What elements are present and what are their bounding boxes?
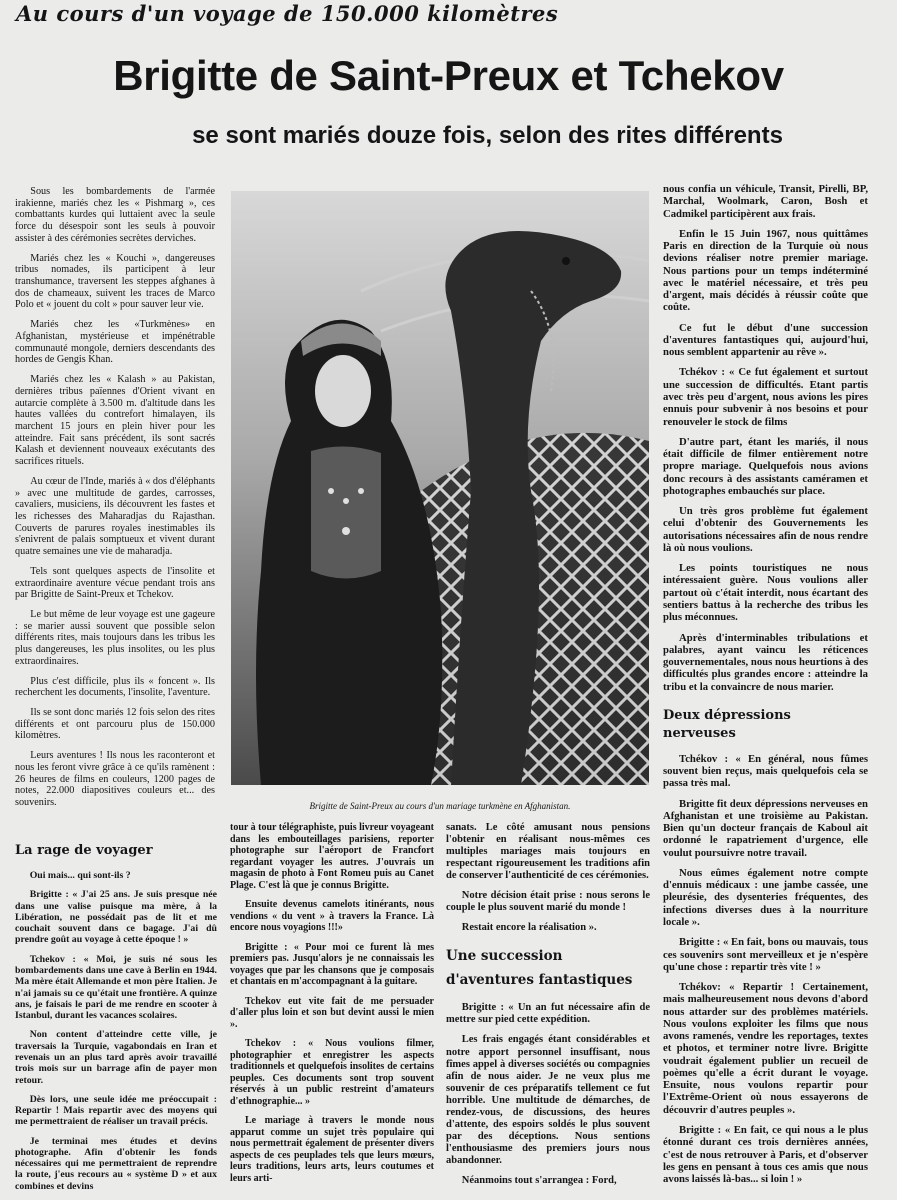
section-heading-aventures: Une succession d'aventures fantastiques [446,948,633,989]
paragraph: Un très gros problème fut également celui d'obtenir des Gouvernements les autorisations nécessaires afin de nous rendre là où nous voulions. [663,505,868,554]
paragraph: Tchekov : « Moi, je suis né sous les bombardements dans une cave à Berlin en 1944. Ma mère était Allemande et mon père Italien. Je n'ai jamais su ce qu'était une frontière. A quinze ans, je faisais le pari de me rendre en scooter à Istanbul, durant les vacances scolaires. [15,953,217,1022]
article-column-4 [663,183,868,1200]
section-heading-depressions: Deux dépressions nerveuses [663,707,791,741]
paragraph: Brigitte : « En fait, ce qui nous a le plus étonné durant ces trois dernières années, c'est de nous retrouver à Paris, et d'observer les gens en pensant à tous ces amis que nous avons laissés là-bas... si loin ! » [663,1124,868,1186]
paragraph: Tchékov : « Ce fut également et surtout une succession de difficultés. Etant partis avec très peu d'argent, nous avions les pires ennuis pour subvenir à nos besoins et pour renouveler le stock de films [663,366,868,428]
article-column-1 [15,186,215,828]
paragraph: Ils se sont donc mariés 12 fois selon des rites différents et ont parcouru plus de 150.000 kilomètres. [15,707,215,742]
paragraph: Plus c'est difficile, plus ils « foncent ». Ils recherchent les documents, l'insolite, l'aventure. [15,675,215,699]
page-title: Brigitte de Saint-Preux et Tchekov [113,52,784,99]
paragraph: D'autre part, étant les mariés, il nous était difficile de filmer entièrement notre propre mariage. Quelquefois nous avions donc recours à des assistants caméramen et photographes embauchés sur place. [663,435,868,497]
paragraph: Au cœur de l'Inde, mariés à « dos d'éléphants » avec une multitude de gardes, carrosses, cavaliers, musiciens, ils découvrent les fastes et les richesses des Maharadjas du Rajasthan. Couverts de parures royales inestimables ils s'enivrent de palais somptueux et vivent durant quatre semaines une vie de maharadja. [15,475,215,558]
paragraph: Néanmoins tout s'arrangea : Ford, [461,1174,617,1186]
paragraph: Le mariage à travers le monde nous apparut comme un sujet très populaire qui nous permettrait également de présenter divers aspects de ces peuplades tels que leurs mœurs, leurs traditions, leurs arts, leurs coutumes et leurs arti- [230,1115,434,1184]
paragraph: Tchékov : « En général, nous fûmes souvent bien reçus, mais quelquefois cela se passa très mal. [663,752,868,790]
paragraph: Mariés chez les « Kouchi », dangereuses tribus nomades, ils participent à leur transhumance, traversent les steppes afghanes à dos de chameaux, suivent les traces de Marco Polo et « jouent du colt » pour sauver leur vie. [15,252,215,311]
paragraph: Brigitte : « En fait, bons ou mauvais, tous ces souvenirs sont merveilleux et je n'espère qu'une chose : repartir très vite ! » [663,936,868,973]
paragraph: Ce fut le début d'une succession d'aventures fantastiques qui, aujourd'hui, nous semblent appartenir au rêve ». [663,321,868,359]
paragraph: Tchekov : « Nous voulions filmer, photographier et enregistrer les aspects traditionnels et quelquefois insolites de certains peuples. Ces documents sont trop souvent réservés à un public restreint d'amateurs d'ethnographie... » [230,1038,434,1107]
paragraph: Tchékov: « Repartir ! Certainement, mais malheureusement nous devons d'abord nous attarder sur des problèmes matériels. Nous voulons exploiter les films que nous avons ramenés, vendre les reportages, textes et photos, et terminer notre livre. Brigitte voudrait également publier un recueil de poèmes qu'elle a écrit durant le voyage. Ensuite, nous voulons repartir pour l'Extrême-Orient où nous essayerons de découvrir d'autres peuples ». [663,981,868,1116]
paragraph: Restait encore la réalisation ». [461,922,597,934]
kicker: Au cours d'un voyage de 150.000 kilomètres [16,1,559,26]
article-column-3-bottom [446,822,650,1200]
paragraph: Brigitte : « J'ai 25 ans. Je suis presque née dans une valise puisque ma mère, à la Libération, ne possédait pas de lit et me couchait souvent dans ce bagage. J'ai dû prendre goût au voyage à cette époque ! » [15,889,217,946]
paragraph: Brigitte fit deux dépressions nerveuses en Afghanistan et une troisième au Pakistan. Bien qu'un docteur français de Kaboul ait ordonné le rapatriement d'urgence, elle voulut poursuivre notre travail. [663,797,868,859]
paragraph: tour à tour télégraphiste, puis livreur voyageant dans les embouteillages parisiens, reporter photographe sur l'aéroport de Francfort regardant voyager les autres. J'ouvrais un magasin de photo à Font Romeu puis au Canet Plage. C'est là que je connus Brigitte. [230,822,434,891]
paragraph: Brigitte : « Pour moi ce furent là mes premiers pas. Jusqu'alors je ne connaissais les voyages que par les chansons que je composais et chantais en m'accompagnant à la guitare. [230,941,434,987]
paragraph: Enfin le 15 Juin 1967, nous quittâmes Paris en direction de la Turquie où nous devions réaliser notre premier mariage. Nous partions pour un temps indéterminé avec le matériel nécessaire, et très peu d'argent, mais décidés à réussir coûte que coûte. [663,227,868,314]
article-column-1-bottom [15,832,217,1200]
paragraph: Je terminai mes études et devins photographe. Afin d'obtenir les fonds nécessaires qui me permettraient de reprendre la route, j'eus recours au « système D » et aux combines et devins [15,1135,217,1192]
paragraph: Tchekov eut vite fait de me persuader d'aller plus loin et son but devint aussi le mien ». [230,995,434,1030]
paragraph: sanats. Le côté amusant nous pensions l'obtenir en réalisant nous-mêmes ces multiples mariages mais toujours en respectant rigoureusement les traditions afin de conserver l'authenticité de ces cérémonies. [446,822,650,882]
photo-image [231,191,649,785]
paragraph: Leurs aventures ! Ils nous les raconteront et nous les feront vivre grâce à ce qu'ils ramènent : 26 heures de films en couleurs, 1200 pages de notes, 22.000 diapositives couleurs et... des souvenirs. [15,750,215,809]
paragraph: nous confia un véhicule, Transit, Pirelli, BP, Marchal, Woolmark, Caron, Bosh et Cadmikel participèrent aux frais. [663,183,868,220]
wedding-photo [231,191,649,785]
paragraph: Tels sont quelques aspects de l'insolite et extraordinaire aventure vécue pendant trois ans par Brigitte de Saint-Preux et Tchekov. [15,565,215,601]
page-subtitle: se sont mariés douze fois, selon des rites différents [192,122,783,149]
paragraph: Nous eûmes également notre compte d'ennuis médicaux : une jambe cassée, une pleurésie, des dysenteries fréquentes, des infections diverses dues à la nourriture locale ». [663,866,868,929]
paragraph: Les frais engagés étant considérables et notre apport personnel insuffisant, nous fîmes appel à diverses sociétés ou compagnies afin de nous aider. Je ne veux plus me souvenir de ces préparatifs tellement ce fut horrible. Une multitude de démarches, de rendez-vous, de discussions, des heures d'attente, des espoirs soldés le plus souvent par des déceptions. Nous sentions l'enthousiasme des premiers jours nous abandonner. [446,1034,650,1166]
paragraph: Brigitte : « Un an fut nécessaire afin de mettre sur pied cette expédition. [446,1002,650,1026]
paragraph: Notre décision était prise : nous serons le couple le plus souvent marié du monde ! [446,890,650,914]
paragraph: Non content d'atteindre cette ville, je traversais la Turquie, vagabondais en Iran et revenais un an plus tard après avoir travaillé trois mois sur un barrage afin de payer mon retour. [15,1029,217,1086]
photo-caption: Brigitte de Saint-Preux au cours d'un mariage turkmène en Afghanistan. [309,801,571,811]
paragraph: Sous les bombardements de l'armée irakienne, mariés chez les « Pishmarg », ces combattants kurdes qui luttaient avec la seule force du désespoir sont les seuls à pouvoir assister à des cérémonies secrètes derviches. [15,186,215,244]
paragraph: Après d'interminables tribulations et palabres, ayant vaincu les réticences gouvernementales, nous nous heurtions à des difficultés plus grandes encore : atteindre la tribu et la convaincre de nous marier. [663,631,868,693]
paragraph: Mariés chez les «Turkmènes» en Afghanistan, mystérieuse et impénétrable communauté mongole, derniers descendants des hordes de Gengis Khan. [15,319,215,366]
paragraph: Ensuite devenus camelots itinérants, nous vendions « du vent » à travers la France. Là encore nous voyagions !!!» [230,899,434,933]
paragraph: Le but même de leur voyage est une gageure : se marier aussi souvent que possible selon différents rites, mais toujours dans les tribus les plus dangereuses, les plus insolites, ou les plus extraordinaires. [15,609,215,667]
paragraph: Dès lors, une seule idée me préoccupait : Repartir ! Mais repartir avec des moyens qui me permettraient de réaliser un travail précis. [15,1093,217,1128]
article-column-2-bottom [230,822,434,1200]
section-heading-rage: La rage de voyager [15,843,153,858]
paragraph: Les points touristiques ne nous intéressaient guère. Nous voulions aller partout où c'était interdit, nous écartant des sentiers battus à la recherche des tribus les plus méconnues. [663,562,868,624]
paragraph: Oui mais... qui sont-ils ? [29,870,131,881]
paragraph: Mariés chez les « Kalash » au Pakistan, dernières tribus païennes d'Orient vivant en autarcie complète à 3.500 m. d'altitude dans les hautes vallées du contrefort himalayen, ils marchent 15 jours en plein hiver pour les atteindre. Fait sans précédent, ils sont sacrés Kalash et deviennent nouveaux exécutants des sacrifices rituels. [15,374,215,468]
